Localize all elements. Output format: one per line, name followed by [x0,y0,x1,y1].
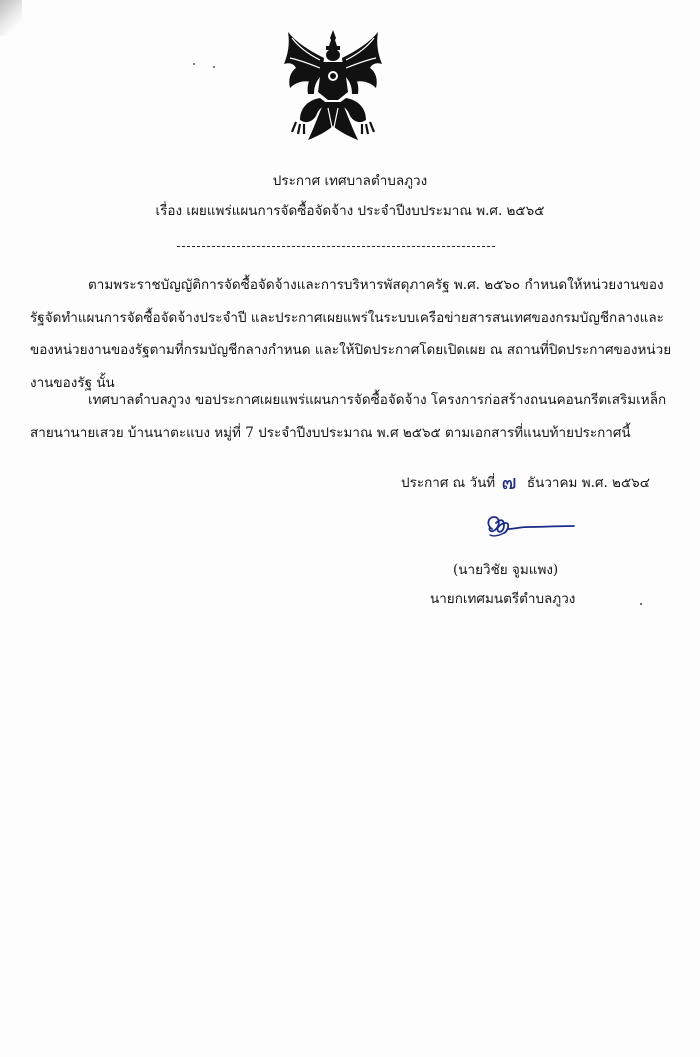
dashed-divider [177,246,495,247]
announcement-date [401,470,650,494]
body-paragraph-1-text: ตามพระราชบัญญัติการจัดซื้อจัดจ้างและการบริหารพัสดุภาครัฐ พ.ศ. ๒๕๖๐ กำหนดให้หน่วยงานของรัฐจัดทำแผนการจัดซื้อจัดจ้างประจำปี และประกาศเผยแพร่ในระบบเครือข่ายสารสนเทศของกรมบัญชีกลางและของหน่วยงานของรัฐตามที่กรมบัญชีกลางกำหนด และให้ปิดประกาศโดยเปิดเผย ณ สถานที่ปิดประกาศของหน่วยงานของรัฐ นั้น [30,277,672,391]
handwritten-signature [470,505,580,545]
scan-corner-shadow [0,0,22,36]
date-suffix: ธันวาคม พ.ศ. ๒๕๖๔ [526,475,650,491]
date-day-handwritten: ๗ [501,470,517,494]
scan-speck [640,603,642,605]
body-paragraph-2 [30,384,675,449]
scan-speck [213,66,215,68]
date-prefix: ประกาศ ณ วันที่ [401,475,496,491]
body-paragraph-1 [30,269,675,399]
announcement-subject: เรื่อง เผยแพร่แผนการจัดซื้อจัดจ้าง ประจำปีงบประมาณ พ.ศ. ๒๕๖๕ [155,203,545,219]
scan-speck [193,63,195,65]
signatory-name: (นายวิชัย จูมแพง) [453,562,559,578]
announcement-title: ประกาศ เทศบาลตำบลภูวง [272,173,428,189]
signatory-position: นายกเทศมนตรีตำบลภูวง [430,591,576,607]
garuda-emblem-icon [278,28,388,146]
body-paragraph-2-text: เทศบาลตำบลภูวง ขอประกาศเผยแพร่แผนการจัดซื้อจัดจ้าง โครงการก่อสร้างถนนคอนกรีตเสริมเหล็ก สายนานายเสวย บ้านนาตะแบง หมู่ที่ 7 ประจำปีงบประมาณ พ.ศ ๒๕๖๕ ตามเอกสารที่แนบท้ายประกาศนี้ [30,392,667,441]
